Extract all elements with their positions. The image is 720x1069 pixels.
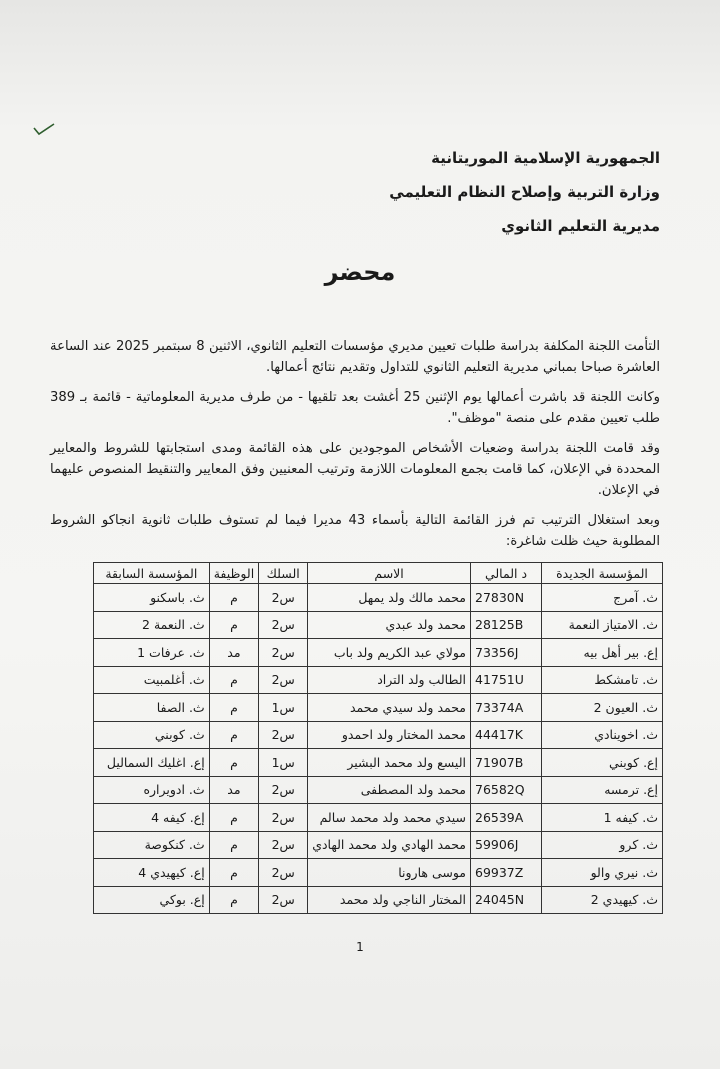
- cell-matricule: 26539A: [471, 804, 542, 832]
- table-row: [94, 886, 663, 914]
- letterhead: [260, 146, 660, 248]
- cell-corps: س2: [259, 666, 308, 694]
- cell-corps: س2: [259, 584, 308, 612]
- document-title: محضر: [324, 258, 396, 286]
- cell-name: محمد ولد سيدي محمد: [308, 694, 471, 722]
- cell-previous-institution: إع. بوكي: [94, 886, 210, 914]
- cell-function: م: [209, 584, 259, 612]
- cell-corps: س2: [259, 721, 308, 749]
- table-header-row: [94, 563, 663, 584]
- table-row: [94, 776, 663, 804]
- header-name: الاسم: [308, 563, 471, 584]
- cell-function: مد: [209, 639, 259, 667]
- cell-matricule: 27830N: [471, 584, 542, 612]
- cell-matricule: 24045N: [471, 886, 542, 914]
- cell-function: م: [209, 804, 259, 832]
- cell-name: محمد ولد المصطفى: [308, 776, 471, 804]
- table-row: [94, 611, 663, 639]
- cell-corps: س2: [259, 831, 308, 859]
- paragraph-3: وقد قامت اللجنة بدراسة وضعيات الأشخاص الموجودين على هذه القائمة ومدى استجابتها للشروط والمعايير المحددة في الإعلان، كما قامت بجمع المعلومات اللازمة وترتيب المعنيين وفق المعايير والتنقيط المنصوص عليهما في الإعلان.: [50, 441, 660, 498]
- paragraph-1: التأمت اللجنة المكلفة بدراسة طلبات تعيين مديري مؤسسات التعليم الثانوي، الاثنين 8 سبتمبر 2025 عند الساعة العاشرة صباحا بمباني مديرية التعليم الثانوي للتداول وتقديم نتائج أعمالها.: [50, 339, 660, 375]
- cell-previous-institution: ث. النعمة 2: [94, 611, 210, 639]
- cell-corps: س1: [259, 749, 308, 777]
- page-number: 1: [356, 940, 364, 954]
- cell-new-institution: ث. اخوينادي: [542, 721, 663, 749]
- cell-corps: س2: [259, 639, 308, 667]
- cell-name: سيدي محمد ولد محمد سالم: [308, 804, 471, 832]
- cell-function: م: [209, 721, 259, 749]
- country-name: الجمهورية الإسلامية الموريتانية: [431, 149, 660, 167]
- cell-matricule: 69937Z: [471, 859, 542, 887]
- paragraph-2: وكانت اللجنة قد باشرت أعمالها يوم الإثنين 25 أغشت بعد تلقيها - من طرف مديرية المعلوماتية - قائمة بـ 389 طلب تعيين مقدم على منصة "موظف".: [50, 390, 660, 426]
- table-row: [94, 694, 663, 722]
- cell-function: م: [209, 666, 259, 694]
- cell-new-institution: ث. كيهيدي 2: [542, 886, 663, 914]
- cell-previous-institution: ث. ادويراره: [94, 776, 210, 804]
- cell-function: م: [209, 749, 259, 777]
- cell-matricule: 76582Q: [471, 776, 542, 804]
- cell-previous-institution: ث. أغلمبيت: [94, 666, 210, 694]
- cell-new-institution: ث. آمرج: [542, 584, 663, 612]
- cell-name: محمد ولد عبدي: [308, 611, 471, 639]
- cell-previous-institution: ث. باسكنو: [94, 584, 210, 612]
- cell-previous-institution: إع. كيهيدي 4: [94, 859, 210, 887]
- cell-corps: س2: [259, 776, 308, 804]
- cell-corps: س2: [259, 886, 308, 914]
- header-corps: السلك: [259, 563, 308, 584]
- cell-name: الطالب ولد التراد: [308, 666, 471, 694]
- ministry-name: وزارة التربية وإصلاح النظام التعليمي: [389, 183, 660, 201]
- directorate-name: مديرية التعليم الثانوي: [501, 217, 660, 235]
- table-row: [94, 666, 663, 694]
- cell-new-institution: إع. ترمسه: [542, 776, 663, 804]
- cell-name: موسى هارونا: [308, 859, 471, 887]
- cell-previous-institution: ث. عرفات 1: [94, 639, 210, 667]
- cell-matricule: 59906J: [471, 831, 542, 859]
- cell-new-institution: ث. نيري والو: [542, 859, 663, 887]
- cell-corps: س2: [259, 859, 308, 887]
- cell-new-institution: ث. كرو: [542, 831, 663, 859]
- table-row: [94, 859, 663, 887]
- checkmark-icon: [32, 120, 56, 140]
- cell-new-institution: ث. العيون 2: [542, 694, 663, 722]
- cell-previous-institution: إع. كيفه 4: [94, 804, 210, 832]
- cell-matricule: 44417K: [471, 721, 542, 749]
- cell-new-institution: ث. الامتياز النعمة: [542, 611, 663, 639]
- minutes-body: [50, 336, 660, 561]
- cell-corps: س1: [259, 694, 308, 722]
- cell-name: اليسع ولد محمد البشير: [308, 749, 471, 777]
- cell-new-institution: ث. تامشكط: [542, 666, 663, 694]
- cell-function: م: [209, 831, 259, 859]
- appointments-table: [93, 562, 663, 914]
- cell-previous-institution: إع. اغليك السماليل: [94, 749, 210, 777]
- cell-previous-institution: ث. الصفا: [94, 694, 210, 722]
- cell-new-institution: إع. بير أهل بيه: [542, 639, 663, 667]
- cell-new-institution: ث. كيفه 1: [542, 804, 663, 832]
- cell-function: م: [209, 694, 259, 722]
- header-matricule: د المالي: [471, 563, 542, 584]
- cell-name: محمد المختار ولد احمدو: [308, 721, 471, 749]
- cell-matricule: 71907B: [471, 749, 542, 777]
- table-row: [94, 831, 663, 859]
- table-row: [94, 804, 663, 832]
- cell-name: محمد مالك ولد يمهل: [308, 584, 471, 612]
- table-body: [94, 584, 663, 914]
- table-row: [94, 639, 663, 667]
- cell-name: المختار الناجي ولد محمد: [308, 886, 471, 914]
- paragraph-4: وبعد استغلال الترتيب تم فرز القائمة التالية بأسماء 43 مديرا فيما لم تستوف طلبات ثانوية انجاكو الشروط المطلوبة حيث ظلت شاغرة:: [50, 513, 660, 549]
- header-previous-institution: المؤسسة السابقة: [94, 563, 210, 584]
- cell-matricule: 73356J: [471, 639, 542, 667]
- cell-corps: س2: [259, 611, 308, 639]
- cell-matricule: 41751U: [471, 666, 542, 694]
- cell-function: م: [209, 886, 259, 914]
- cell-function: م: [209, 859, 259, 887]
- cell-function: مد: [209, 776, 259, 804]
- cell-previous-institution: ث. كنكوصة: [94, 831, 210, 859]
- cell-corps: س2: [259, 804, 308, 832]
- cell-matricule: 28125B: [471, 611, 542, 639]
- header-new-institution: المؤسسة الجديدة: [542, 563, 663, 584]
- cell-name: محمد الهادي ولد محمد الهادي: [308, 831, 471, 859]
- table-row: [94, 721, 663, 749]
- cell-matricule: 73374A: [471, 694, 542, 722]
- table-row: [94, 749, 663, 777]
- cell-name: مولاي عبد الكريم ولد باب: [308, 639, 471, 667]
- header-function: الوظيفة: [209, 563, 259, 584]
- cell-new-institution: إع. كوبني: [542, 749, 663, 777]
- cell-previous-institution: ث. كوبني: [94, 721, 210, 749]
- table-row: [94, 584, 663, 612]
- cell-function: م: [209, 611, 259, 639]
